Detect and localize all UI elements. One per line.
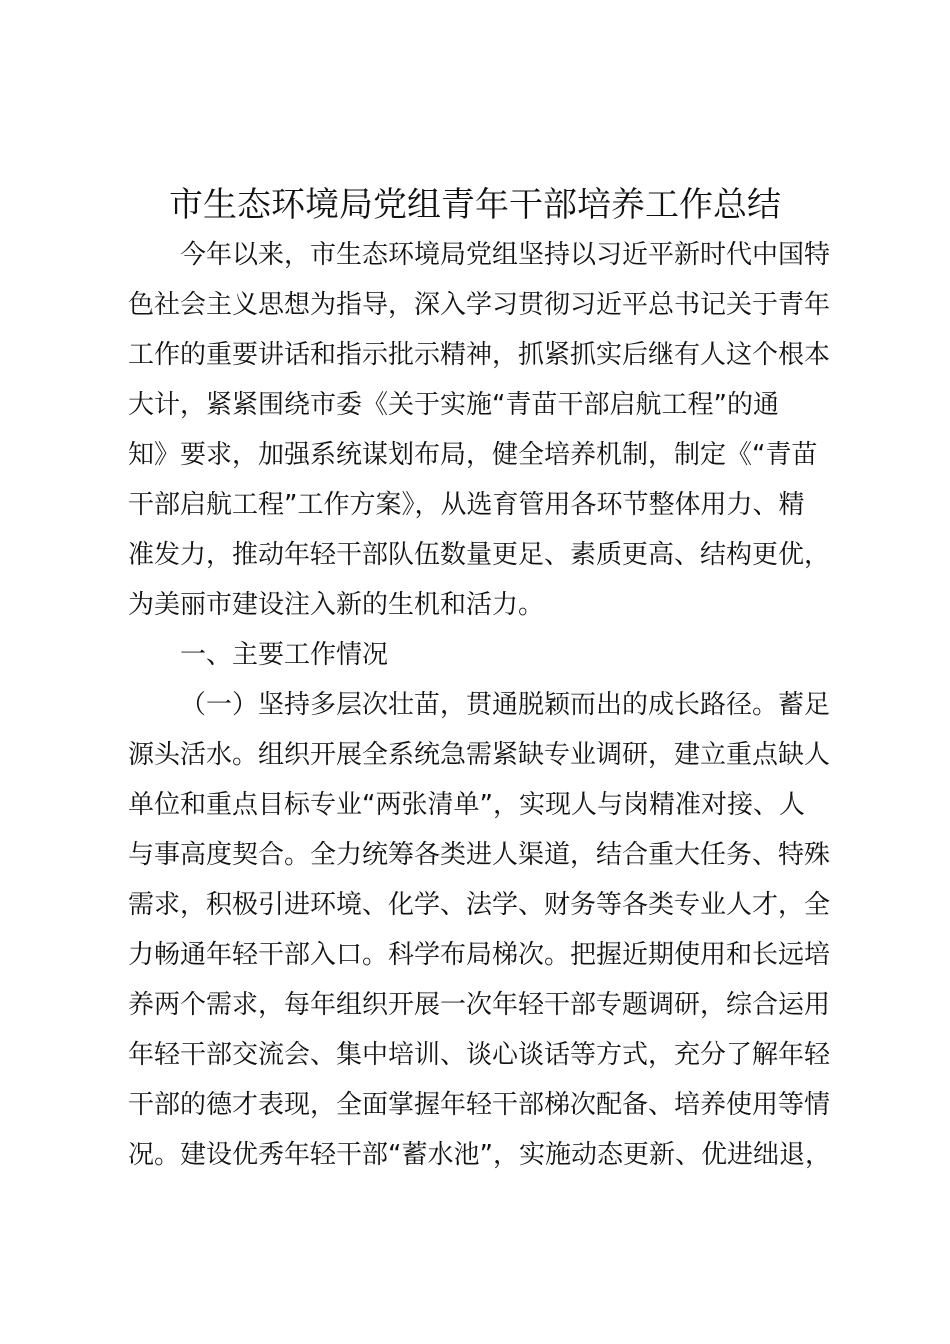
paragraph-line: 为美丽市建设注入新的生机和活力。 xyxy=(128,590,545,620)
paragraph-line: 年轻干部交流会、集中培训、谈心谈话等方式，充分了解年轻 xyxy=(128,1040,831,1070)
paragraph-line: 工作的重要讲话和指示批示精神，抓紧抓实后继有人这个根本 xyxy=(128,340,831,370)
paragraph-line: 大计，紧紧围绕市委《关于实施“青苗干部启航工程”的通 xyxy=(128,390,779,420)
paragraph-line: 况。建设优秀年轻干部“蓄水池”，实施动态更新、优进绌退， xyxy=(128,1140,831,1170)
paragraph-line: 养两个需求，每年组织开展一次年轻干部专题调研，综合运用 xyxy=(128,990,831,1020)
paragraph-line: 单位和重点目标专业“两张清单”，实现人与岗精准对接、人 xyxy=(128,790,805,820)
paragraph-line: 与事高度契合。全力统筹各类进人渠道，结合重大任务、特殊 xyxy=(128,840,831,870)
section-heading: 一、主要工作情况 xyxy=(180,640,389,670)
paragraph-line: 干部的德才表现，全面掌握年轻干部梯次配备、培养使用等情 xyxy=(128,1090,831,1120)
paragraph-line: 准发力，推动年轻干部队伍数量更足、素质更高、结构更优， xyxy=(128,540,831,570)
paragraph-line: 今年以来，市生态环境局党组坚持以习近平新时代中国特 xyxy=(180,240,831,270)
document-title: 市生态环境局党组青年干部培养工作总结 xyxy=(169,185,781,225)
paragraph-line: 源头活水。组织开展全系统急需紧缺专业调研，建立重点缺人 xyxy=(128,740,831,770)
paragraph-line: （一）坚持多层次壮苗，贯通脱颖而出的成长路径。蓄足 xyxy=(180,690,831,720)
paragraph-line: 色社会主义思想为指导，深入学习贯彻习近平总书记关于青年 xyxy=(128,290,831,320)
paragraph-line: 需求，积极引进环境、化学、法学、财务等各类专业人才，全 xyxy=(128,890,831,920)
paragraph-line: 知》要求，加强系统谋划布局，健全培养机制，制定《“青苗 xyxy=(128,440,818,470)
paragraph-line: 干部启航工程”工作方案》，从选育管用各环节整体用力、精 xyxy=(128,490,805,520)
paragraph-line: 力畅通年轻干部入口。科学布局梯次。把握近期使用和长远培 xyxy=(128,940,831,970)
